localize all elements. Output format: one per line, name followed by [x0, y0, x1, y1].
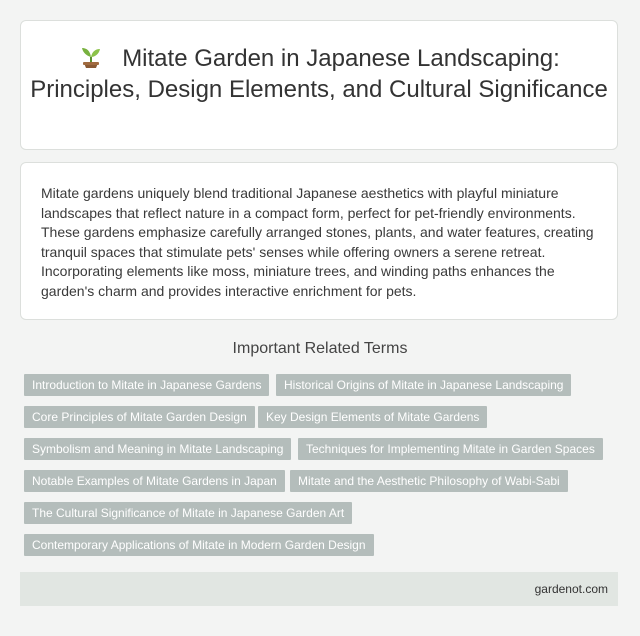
related-term-chip[interactable]: Core Principles of Mitate Garden Design: [24, 406, 255, 428]
footer: [20, 572, 618, 606]
related-term-chip[interactable]: Notable Examples of Mitate Gardens in Japan: [24, 470, 285, 492]
related-term-chip[interactable]: Symbolism and Meaning in Mitate Landscaping: [24, 438, 291, 460]
related-term-chip[interactable]: Introduction to Mitate in Japanese Gardens: [24, 374, 269, 396]
related-term-chip[interactable]: The Cultural Significance of Mitate in Japanese Garden Art: [24, 502, 352, 524]
related-term-chip[interactable]: Key Design Elements of Mitate Gardens: [258, 406, 487, 428]
footer-site-link[interactable]: gardenot.com: [534, 582, 608, 596]
page-title: [21, 43, 617, 105]
sprout-icon: [78, 43, 104, 69]
page-title-text: Mitate Garden in Japanese Landscaping: Principles, Design Elements, and Cultural Significance: [30, 45, 608, 103]
related-term-chip[interactable]: Techniques for Implementing Mitate in Garden Spaces: [298, 438, 603, 460]
summary-card: [20, 162, 618, 320]
related-term-chip[interactable]: Mitate and the Aesthetic Philosophy of Wabi-Sabi: [290, 470, 568, 492]
related-term-chip[interactable]: Contemporary Applications of Mitate in Modern Garden Design: [24, 534, 374, 556]
summary-text: Mitate gardens uniquely blend traditional Japanese aesthetics with playful miniature landscapes that reflect nature in a compact form, perfect for pet-friendly environments. These gardens emphasize carefully arranged stones, plants, and water features, creating tranquil spaces that stimulate pets' senses while offering owners a serene retreat. Incorporating elements like moss, miniature trees, and winding paths enhances the garden's charm and provides interactive enrichment for pets.: [41, 185, 594, 299]
related-term-chip[interactable]: Historical Origins of Mitate in Japanese Landscaping: [276, 374, 571, 396]
related-terms-heading: Important Related Terms: [232, 340, 408, 357]
title-card: [20, 20, 618, 150]
